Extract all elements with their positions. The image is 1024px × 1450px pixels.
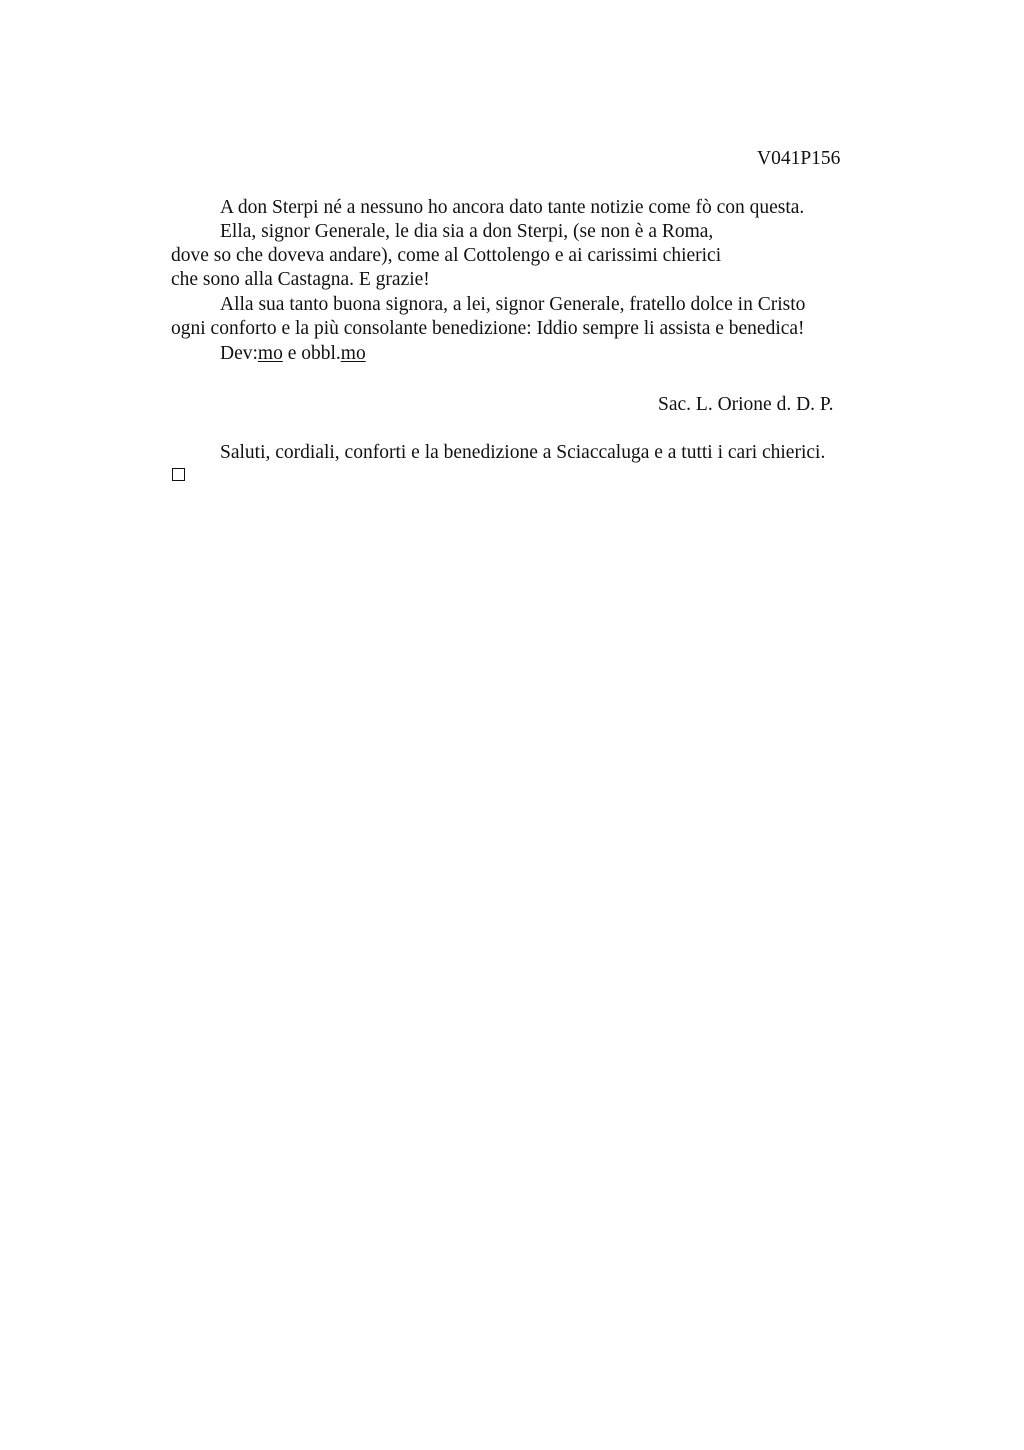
postscript: Saluti, cordiali, conforti e la benedizione a Sciaccaluga e a tutti i cari chierici.: [220, 442, 826, 463]
letter-line-5: Alla sua tanto buona signora, a lei, signor Generale, fratello dolce in Cristo: [220, 294, 806, 315]
letter-line-2: Ella, signor Generale, le dia sia a don Sterpi, (se non è a Roma,: [220, 221, 714, 242]
closing-underlined-2: mo: [340, 343, 366, 364]
letter-line-4: che sono alla Castagna. E grazie!: [171, 269, 430, 290]
signature: Sac. L. Orione d. D. P.: [658, 394, 834, 415]
square-box-icon: [172, 468, 185, 481]
letter-line-3: dove so che doveva andare), come al Cottolengo e ai carissimi chierici: [171, 245, 722, 266]
closing-underlined-1: mo: [257, 343, 283, 364]
letter-line-6: ogni conforto e la più consolante benedizione: Iddio sempre li assista e benedica!: [171, 318, 805, 339]
letter-line-1: A don Sterpi né a nessuno ho ancora dato tante notizie come fò con questa.: [220, 197, 805, 218]
closing-prefix: Dev:: [220, 343, 258, 364]
page-code: V041P156: [757, 148, 841, 169]
closing-formula: [220, 342, 366, 366]
closing-middle: e obbl.: [282, 343, 341, 364]
